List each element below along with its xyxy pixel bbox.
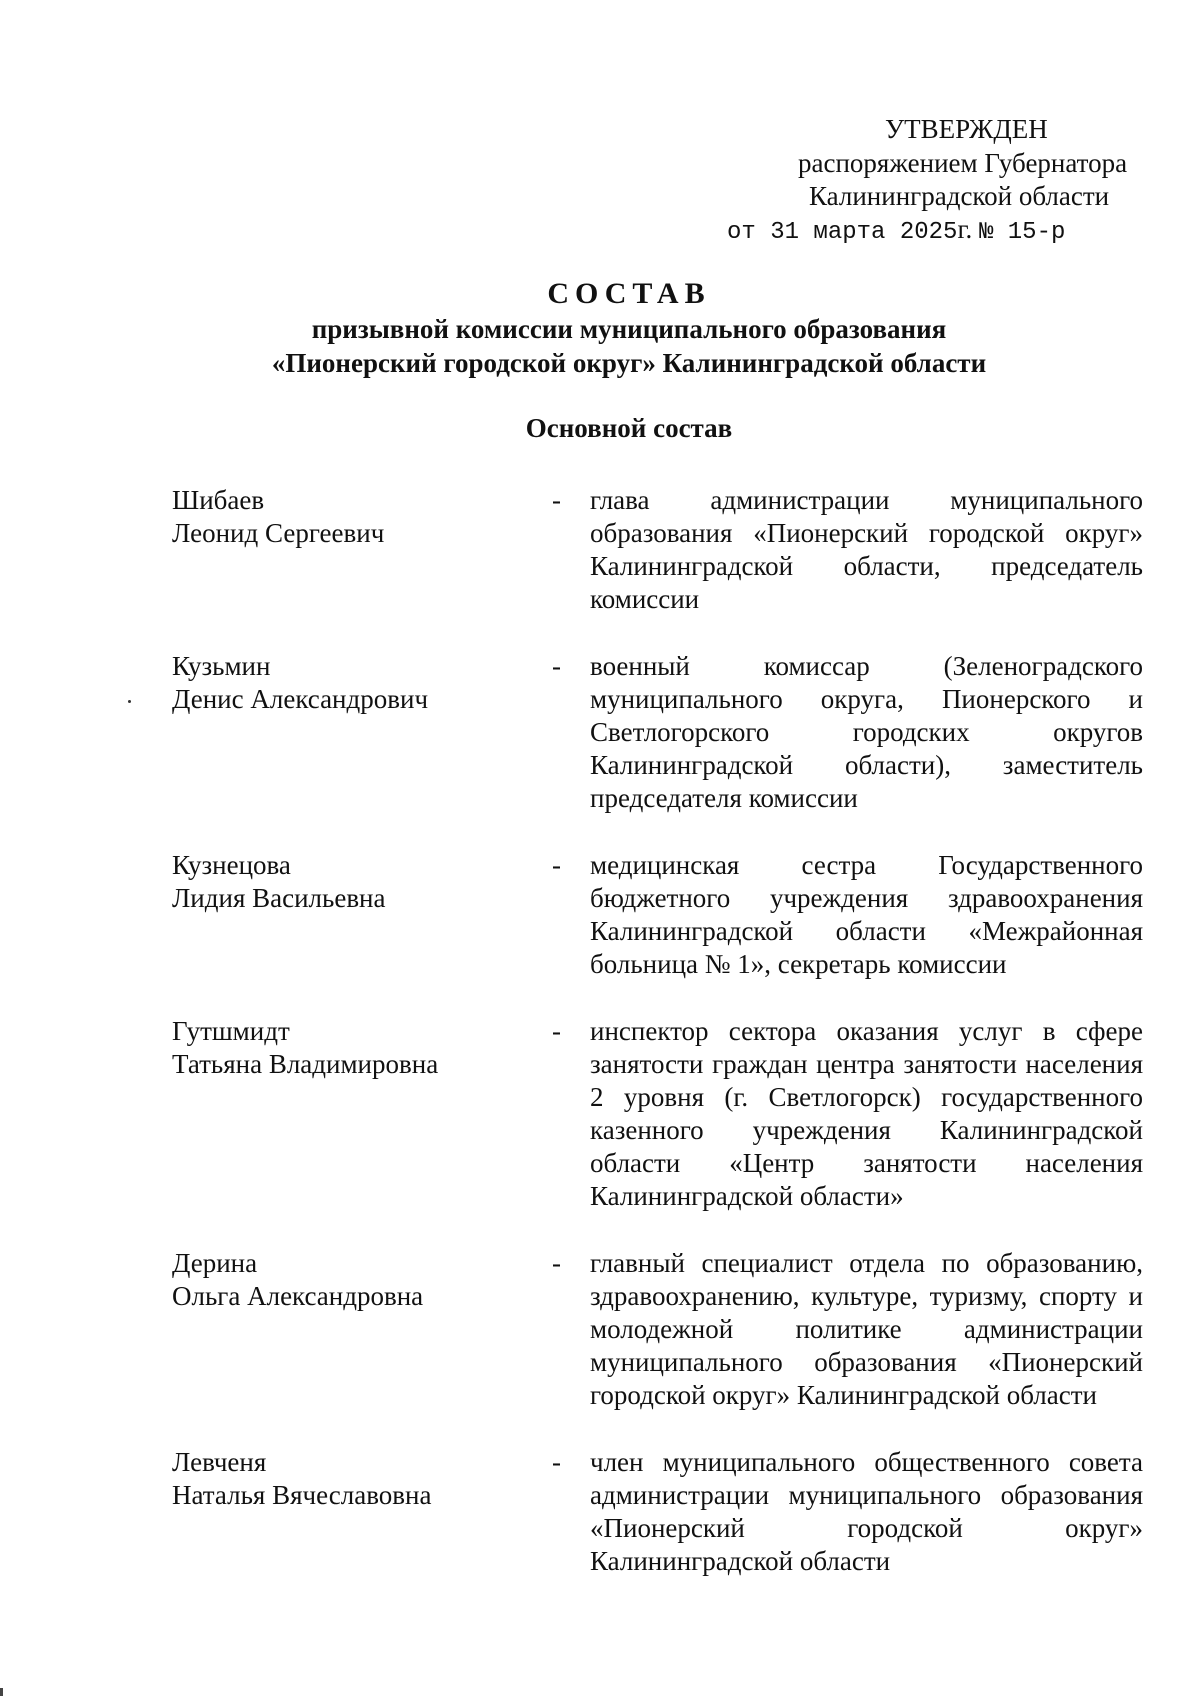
member-surname: Гутшмидт (172, 1016, 290, 1046)
member-dash: - (552, 651, 561, 681)
member-dash: - (552, 1447, 561, 1477)
member-given-names: Денис Александрович (172, 684, 429, 714)
member-given-names: Наталья Вячеславовна (172, 1480, 432, 1510)
member-entry (0, 484, 1200, 616)
member-given-names: Татьяна Владимировна (172, 1049, 439, 1079)
member-name (172, 1446, 552, 1578)
approval-heading: УТВЕРЖДЕН (885, 114, 1048, 144)
member-name (172, 650, 552, 815)
document-subtitle-line-2: «Пионерский городской округ» Калининградской области (271, 348, 987, 378)
scan-speck (128, 700, 131, 703)
member-dash: - (552, 1248, 561, 1278)
member-surname: Кузьмин (172, 651, 271, 681)
member-role: военный комиссар (Зеленоградского муниципального округа, Пионерского и Светлогорского городских округов Калининградской области), заместитель председателя комиссии (590, 651, 1143, 813)
approval-year-suffix: г. (957, 214, 973, 244)
approval-region: Калининградской области (809, 181, 1110, 211)
section-title: Основной состав (525, 413, 733, 443)
member-entry (0, 1015, 1200, 1213)
scan-edge-mark (0, 1688, 3, 1696)
member-entry (0, 650, 1200, 815)
member-name (172, 484, 552, 616)
member-given-names: Леонид Сергеевич (172, 518, 385, 548)
member-entry (0, 1446, 1200, 1578)
approval-number-sign (972, 214, 979, 244)
member-given-names: Ольга Александровна (172, 1281, 424, 1311)
member-surname: Шибаев (172, 485, 265, 515)
approval-date-number (727, 214, 1065, 246)
member-role: главный специалист отдела по образованию, здравоохранению, культуре, туризму, спорту и молодежной политике администрации муниципального образования «Пионерский городской округ» Калининградской области (590, 1248, 1143, 1410)
document-subtitle-line-1: призывной комиссии муниципального образования (311, 314, 947, 344)
member-dash: - (552, 485, 561, 515)
member-name (172, 1015, 552, 1213)
member-surname: Кузнецова (172, 850, 291, 880)
member-role: медицинская сестра Государственного бюджетного учреждения здравоохранения Калининградской области «Межрайонная больница № 1», секретарь комиссии (590, 850, 1143, 979)
member-given-names: Лидия Васильевна (172, 883, 386, 913)
member-dash: - (552, 1016, 561, 1046)
member-role: инспектор сектора оказания услуг в сфере занятости граждан центра занятости населения 2 уровня (г. Светлогорск) государственного казенного учреждения Калининградской области «Центр занятости населения Калининградской области» (590, 1016, 1143, 1211)
approval-number: № 15-р (978, 219, 1066, 246)
document-title-block (0, 276, 1200, 380)
member-entry (0, 1247, 1200, 1412)
member-dash: - (552, 850, 561, 880)
member-name (172, 849, 552, 981)
member-surname: Дерина (172, 1248, 258, 1278)
approval-date: от 31 марта 2025 (727, 219, 958, 246)
member-name (172, 1247, 552, 1412)
document-title: СОСТАВ (547, 277, 711, 310)
member-entry (0, 849, 1200, 981)
member-role: глава администрации муниципального образования «Пионерский городской округ» Калининградской области, председатель комиссии (590, 485, 1143, 614)
member-surname: Левченя (172, 1447, 267, 1477)
approval-authority: распоряжением Губернатора (798, 148, 1128, 178)
member-role: член муниципального общественного совета администрации муниципального образования «Пионерский городской округ» Калининградской области (590, 1447, 1143, 1576)
approval-stamp (0, 0, 1200, 246)
members-list (0, 484, 1200, 1612)
